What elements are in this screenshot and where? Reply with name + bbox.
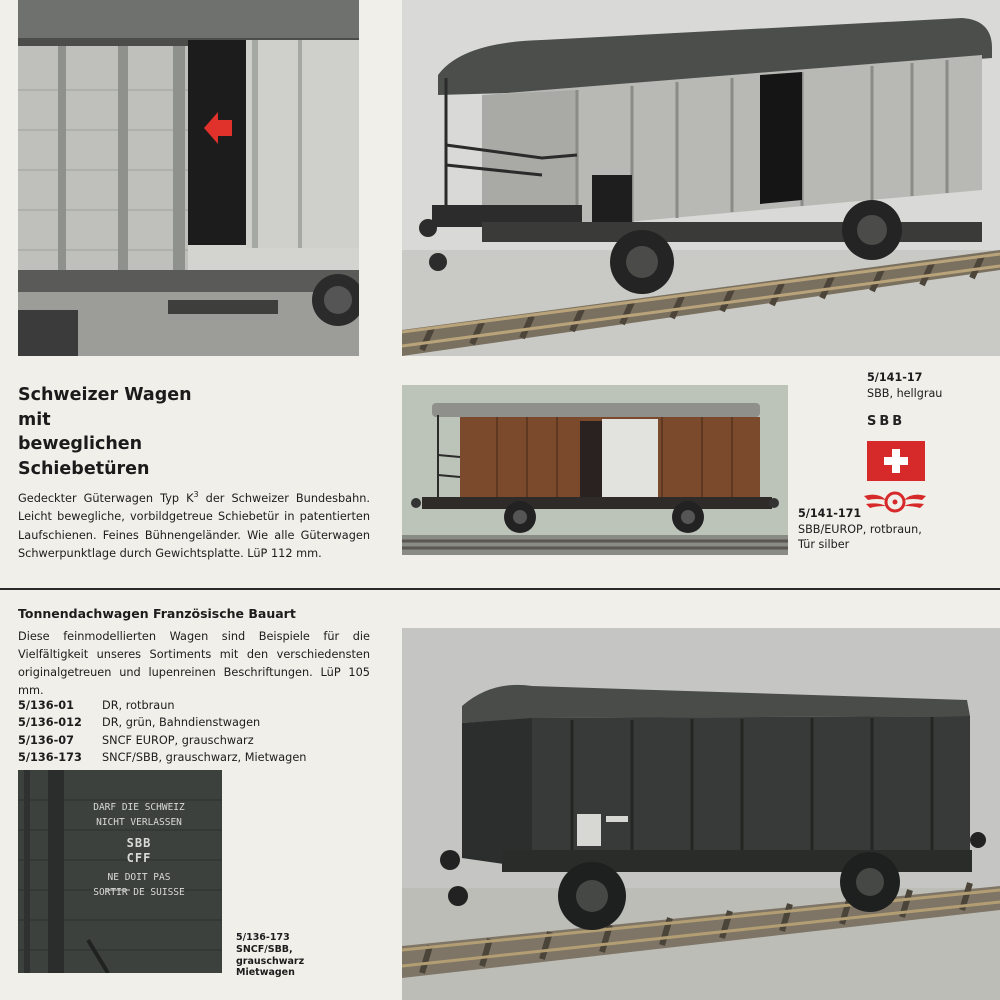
- brown-wagon-code: 5/141-171: [798, 507, 862, 520]
- variant-list: [18, 697, 306, 767]
- page-title: [18, 383, 258, 481]
- variant-desc: SNCF EUROP, grauschwarz: [102, 733, 254, 747]
- variant-code: 5/136-173: [18, 751, 82, 765]
- closeup-line-1: SNCF/SBB,: [236, 943, 293, 955]
- photo-wagon-black: [402, 628, 1000, 1000]
- title-line-4: Schiebetüren: [18, 458, 150, 479]
- description-part-1: Gedeckter Güterwagen Typ K: [18, 492, 194, 505]
- brown-wagon-desc-line-2: Tür silber: [798, 538, 850, 551]
- description-part-2: der Schweizer Bundesbahn. Leicht bewegliche, vorbildgetreue Schiebetür in patentierten Laufschienen. Feines Bühnengeländer. Wie alle Güterwagen Schwerpunktlage durch Gewichtsplatte. LüP 112 mm.: [18, 492, 370, 560]
- list-item: [18, 714, 306, 731]
- section-divider: [0, 588, 1000, 590]
- grey-wagon-desc: SBB, hellgrau: [867, 386, 943, 400]
- variant-code: 5/136-012: [18, 716, 82, 730]
- closeup-line-2: grauschwarz: [236, 955, 305, 967]
- variant-code: 5/136-01: [18, 699, 74, 712]
- variant-desc: DR, grün, Bahndienstwagen: [102, 716, 261, 730]
- inscription-line-6: SORTIR DE SUISSE: [93, 887, 185, 898]
- closeup-code: 5/136-173: [236, 932, 290, 943]
- wagon-description: [18, 490, 370, 563]
- section-2-description: Diese feinmodellierten Wagen sind Beispiele für die Vielfältigkeit unseres Sortiments mit den verschiedensten originalgetreuen und lupenreinen Beschriftungen. LüP 105 mm.: [18, 630, 370, 697]
- label-brown-wagon: [798, 506, 922, 553]
- closeup-line-3: Mietwagen: [236, 967, 295, 979]
- photo-inscription-closeup: [18, 770, 222, 973]
- section-2-title: Tonnendachwagen Französische Bauart: [18, 606, 296, 621]
- inscription-line-3: SBB: [126, 836, 152, 850]
- swiss-flag-icon: [867, 441, 925, 481]
- inscription-line-1: DARF DIE SCHWEIZ: [93, 802, 185, 813]
- variant-desc: SNCF/SBB, grauschwarz, Mietwagen: [102, 751, 307, 765]
- variant-desc: DR, rotbraun: [102, 699, 175, 712]
- grey-wagon-code: 5/141-17: [867, 371, 923, 384]
- photo-wagon-brown: [402, 385, 788, 555]
- inscription-line-5: NE DOIT PAS: [107, 872, 171, 883]
- inscription-line-2: NICHT VERLASSEN: [96, 817, 182, 828]
- type-superscript: 3: [193, 490, 199, 500]
- title-line-1: Schweizer Wagen: [18, 385, 192, 405]
- label-grey-wagon: [867, 370, 942, 401]
- list-item: [18, 697, 306, 714]
- title-line-2: mit: [18, 409, 51, 430]
- inscription-line-4: CFF: [126, 851, 152, 865]
- closeup-caption: [236, 932, 304, 979]
- title-line-3: beweglichen: [18, 434, 143, 454]
- list-item: [18, 749, 306, 766]
- sbb-logo-text: SBB: [867, 414, 906, 429]
- list-item: [18, 732, 306, 749]
- photo-door-closeup: [18, 0, 359, 356]
- brown-wagon-desc-line-1: SBB/EUROP, rotbraun,: [798, 522, 922, 536]
- photo-wagon-grey: [402, 0, 1000, 356]
- variant-code: 5/136-07: [18, 733, 74, 747]
